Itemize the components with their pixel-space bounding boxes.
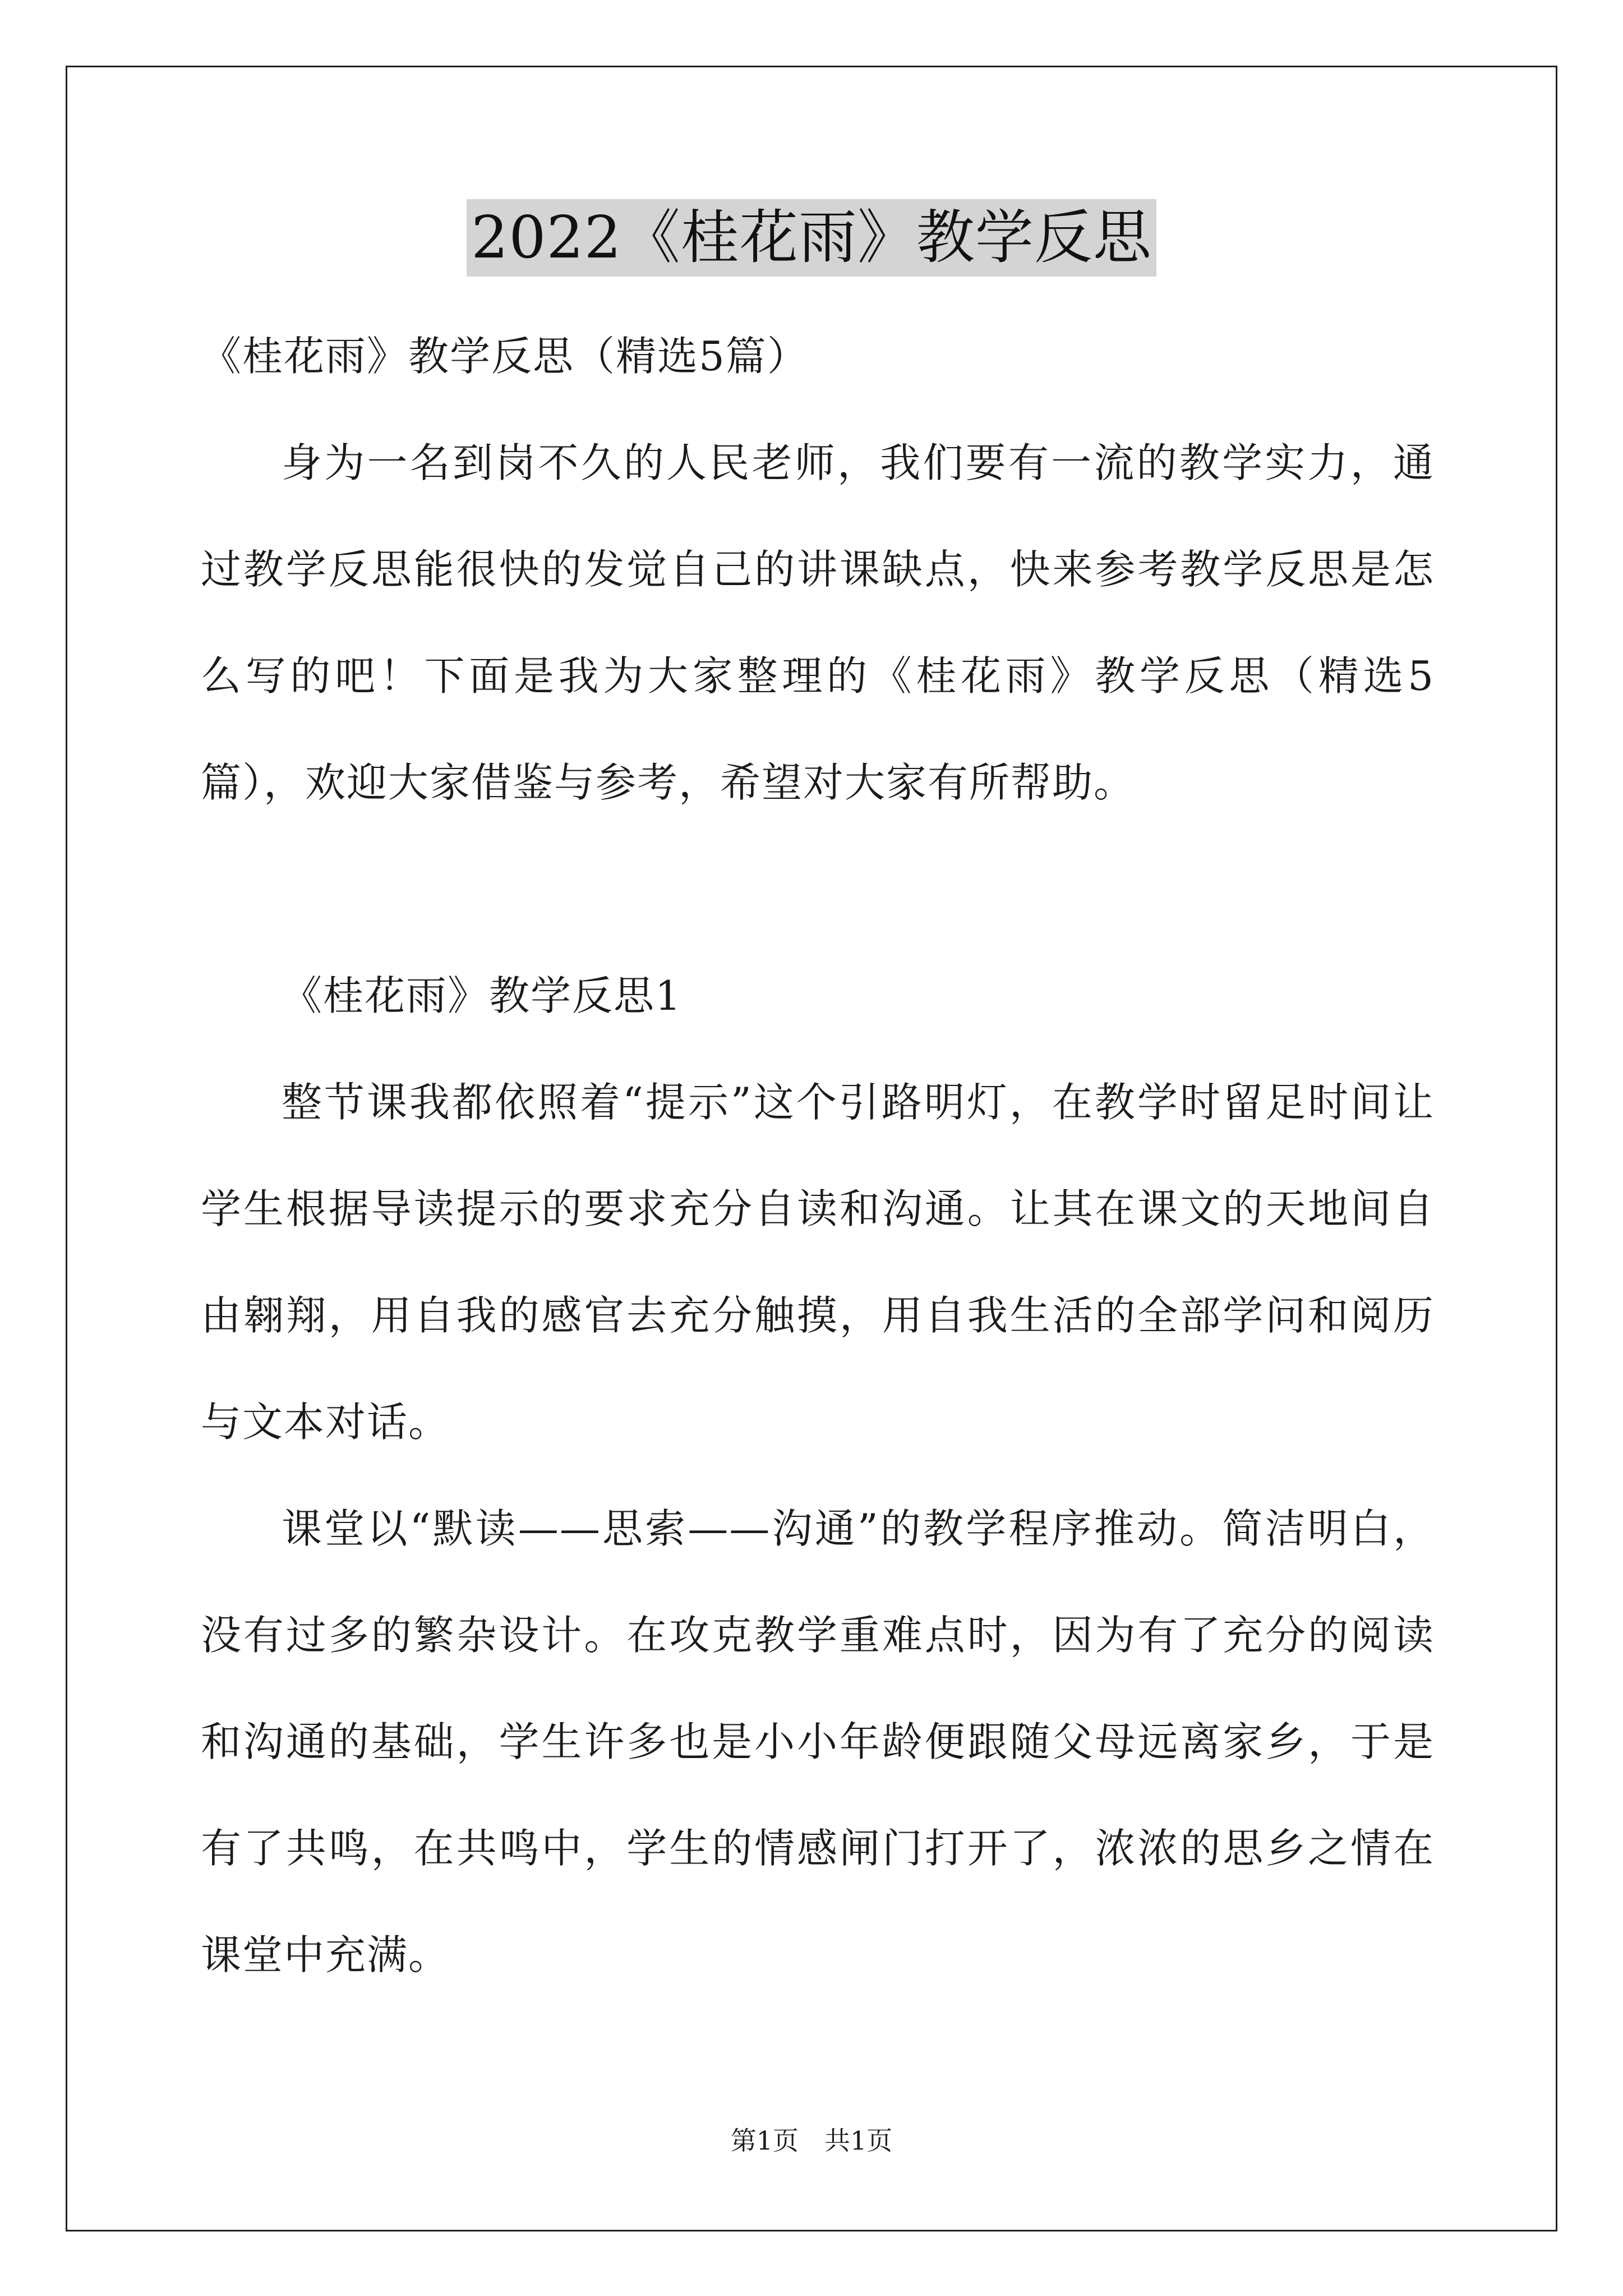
document-subtitle: 《桂花雨》教学反思（精选5篇） — [201, 333, 809, 380]
document-body — [201, 303, 1435, 2008]
title-container — [0, 199, 1623, 277]
section-spacer — [201, 836, 1435, 942]
body-paragraph-2: 课堂以“默读——思索——沟通”的教学程序推动。简洁明白，没有过多的繁杂设计。在攻克教学重难点时，因为有了充分的阅读和沟通的基础，学生许多也是小小年龄便跟随父母远离家乡，于是有了共鸣，在共鸣中，学生的情感闸门打开了，浓浓的思乡之情在课堂中充满。 — [201, 1505, 1435, 1978]
body-paragraph-1: 整节课我都依照着“提示”这个引路明灯，在教学时留足时间让学生根据导读提示的要求充分自读和沟通。让其在课文的天地间自由翱翔，用自我的感官去充分触摸，用自我生活的全部学问和阅历与文本对话。 — [201, 1079, 1435, 1446]
section-heading: 《桂花雨》教学反思1 — [282, 972, 682, 1019]
document-title: 2022《桂花雨》教学反思 — [467, 199, 1156, 277]
page-footer: 第1页 共1页 — [730, 2125, 893, 2156]
intro-paragraph: 身为一名到岗不久的人民老师，我们要有一流的教学实力，通过教学反思能很快的发觉自己的讲课缺点，快来参考教学反思是怎么写的吧！下面是我为大家整理的《桂花雨》教学反思（精选5篇），欢迎大家借鉴与参考，希望对大家有所帮助。 — [201, 439, 1435, 806]
